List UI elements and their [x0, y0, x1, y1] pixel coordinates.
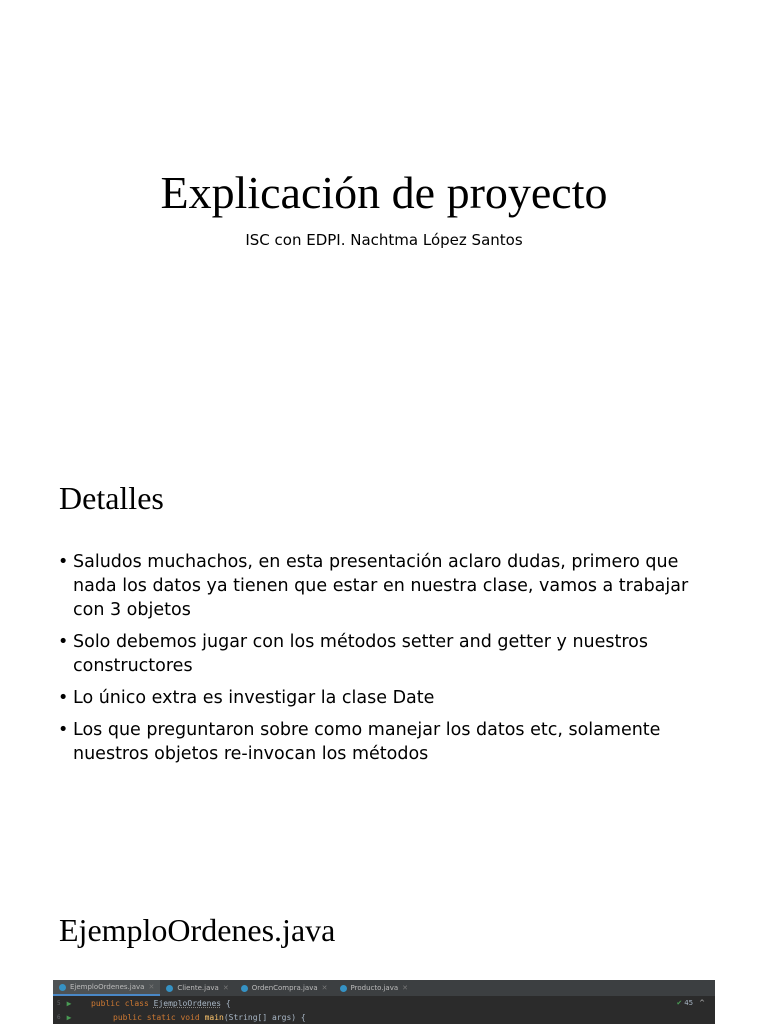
list-item — [58, 686, 718, 710]
tab-orden-compra[interactable] — [235, 980, 334, 996]
tab-label: OrdenCompra.java — [251, 984, 318, 992]
example-heading: EjemploOrdenes.java — [59, 912, 336, 948]
code-keyword: public — [91, 998, 120, 1008]
code-line — [53, 1010, 715, 1024]
close-icon[interactable]: ✕ — [321, 984, 328, 992]
close-icon[interactable]: ✕ — [402, 984, 409, 992]
list-item — [58, 630, 718, 678]
warning-count: 45 — [684, 999, 694, 1007]
code-keyword: public — [113, 1012, 142, 1022]
run-triangle-icon[interactable]: ▶ — [66, 998, 72, 1008]
close-icon[interactable]: ✕ — [222, 984, 229, 992]
code-function-name: main — [204, 1012, 224, 1022]
example-slide — [0, 880, 768, 1024]
details-heading: Detalles — [59, 480, 164, 516]
code-text: (String[] args) { — [223, 1012, 306, 1022]
code-class-name: EjemploOrdenes — [153, 998, 222, 1008]
bullet-text: Lo único extra es investigar la clase Date — [73, 688, 435, 708]
tab-cliente[interactable] — [160, 980, 234, 996]
bullet-icon: • — [58, 720, 69, 740]
java-file-icon — [166, 985, 173, 992]
bullet-icon: • — [58, 552, 69, 572]
bullet-text: Solo debemos jugar con los métodos setter and getter y nuestros constructores — [73, 632, 649, 676]
code-line — [53, 996, 715, 1010]
tab-label: EjemploOrdenes.java — [70, 983, 145, 991]
java-file-icon — [241, 985, 248, 992]
code-keyword: void — [180, 1012, 200, 1022]
check-icon: ✔ — [676, 999, 683, 1007]
list-item — [58, 718, 718, 766]
title-slide — [0, 0, 768, 440]
inspection-indicators[interactable] — [676, 996, 705, 1010]
tab-producto[interactable] — [334, 980, 415, 996]
tab-label: Cliente.java — [177, 984, 219, 992]
run-triangle-icon[interactable]: ▶ — [66, 1012, 72, 1022]
tab-label: Producto.java — [350, 984, 399, 992]
list-item — [58, 550, 718, 622]
bullet-text: Saludos muchachos, en esta presentación aclaro dudas, primero que nada los datos ya tienen que estar en nuestra clase, vamos a trabajar con 3 objetos — [73, 552, 689, 620]
code-text: { — [221, 998, 231, 1008]
line-gutter — [53, 1013, 89, 1022]
slide-title: Explicación de proyecto — [160, 167, 608, 218]
line-number: 6 — [57, 1013, 61, 1021]
bullet-icon: • — [58, 688, 69, 708]
close-icon[interactable]: ✕ — [148, 983, 155, 991]
bullet-text: Los que preguntaron sobre como manejar los datos etc, solamente nuestros objetos re-invocan los métodos — [73, 720, 661, 764]
java-file-icon — [340, 985, 347, 992]
bullet-icon: • — [58, 632, 69, 652]
line-gutter — [53, 999, 89, 1008]
java-file-icon — [59, 984, 66, 991]
details-bullet-list — [58, 550, 718, 774]
chevron-up-icon[interactable]: ^ — [699, 999, 705, 1007]
tab-ejemplo-ordenes[interactable] — [53, 980, 160, 996]
code-keyword: class — [124, 998, 149, 1008]
line-number: 5 — [57, 999, 61, 1007]
code-keyword: static — [146, 1012, 176, 1022]
slide-subtitle: ISC con EDPI. Nachtma López Santos — [245, 231, 523, 249]
editor-tab-bar — [53, 980, 715, 996]
details-slide — [0, 440, 768, 880]
ide-screenshot — [53, 980, 715, 1024]
